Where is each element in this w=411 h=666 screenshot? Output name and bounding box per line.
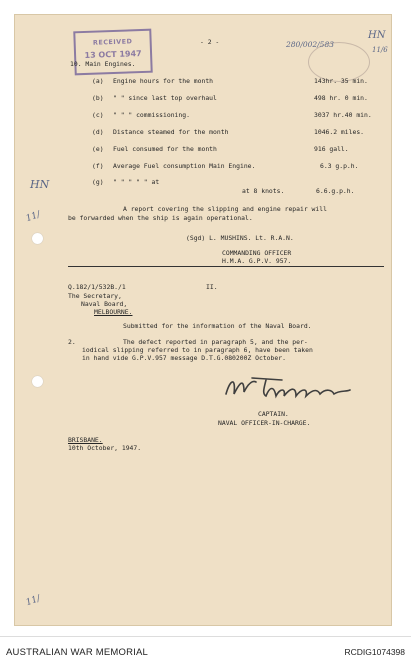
stamp-date: 13 OCT 1947 [84, 49, 142, 60]
row-key: (d) [92, 128, 104, 136]
address-line-2: Naval Board, [81, 300, 128, 308]
captain-title: CAPTAIN. [258, 410, 289, 418]
page-number: - 2 - [200, 38, 220, 46]
row-value: 6.3 g.p.h. [320, 162, 359, 170]
place-name: BRISBANE. [68, 436, 103, 444]
knots-value: 6.6.g.p.h. [316, 187, 355, 195]
row-value: 916 gall. [314, 145, 349, 153]
handwritten-subnote: 11/6 [372, 46, 388, 54]
document-page [14, 14, 392, 626]
address-line-1: The Secretary, [68, 292, 122, 300]
handwritten-file-reference: 280/002/583 [286, 40, 334, 49]
archive-footer [0, 636, 411, 666]
row-value: 3037 hr.40 min. [314, 111, 372, 119]
footer-institution: AUSTRALIAN WAR MEMORIAL [6, 647, 149, 658]
row-label: Engine hours for the month [113, 77, 214, 85]
margin-handwritten-mark: 11/ [24, 209, 42, 225]
handwritten-initials: HN [368, 30, 386, 41]
footer-catalog-id: RCDIG1074398 [344, 647, 405, 657]
report-line-2: be forwarded when the ship is again operational. [68, 214, 253, 222]
received-stamp [73, 29, 152, 76]
row-label: Fuel consumed for the month [113, 145, 217, 153]
report-line-1: A report covering the slipping and engine repair will [123, 205, 327, 213]
row-label: Average Fuel consumption Main Engine. [113, 162, 256, 170]
naval-officer-title: NAVAL OFFICER-IN-CHARGE. [218, 419, 311, 427]
stamp-received-label: RECEIVED [92, 37, 133, 47]
handwritten-signature [222, 372, 362, 406]
address-line-3: MELBOURNE. [94, 308, 133, 316]
margin-handwritten-initials: HN [30, 178, 50, 191]
section-heading: 10. Main Engines. [70, 60, 136, 68]
paragraph-line-3: in hand vide G.P.V.957 message D.T.G.080200Z October. [82, 354, 286, 362]
row-label: " " " commissioning. [113, 111, 190, 119]
row-key: (b) [92, 94, 104, 102]
divider-line [68, 266, 384, 267]
commanding-officer-title: COMMANDING OFFICER [222, 249, 292, 257]
paragraph-line-1: The defect reported in paragraph 5, and the per- [123, 338, 308, 346]
row-value: 143hr. 35 min. [314, 77, 368, 85]
row-label: " " since last top overhaul [113, 94, 217, 102]
row-value: 1046.2 miles. [314, 128, 365, 136]
row-key: (f) [92, 162, 104, 170]
punch-hole [32, 233, 43, 244]
row-value: 498 hr. 0 min. [314, 94, 368, 102]
signed-line: (Sgd) L. MUSHINS. Lt. R.A.N. [186, 234, 294, 242]
paragraph-line-2: iodical slipping referred to in paragraph 6, have been taken [82, 346, 313, 354]
row-label: Distance steamed for the month [113, 128, 229, 136]
punch-hole [32, 376, 43, 387]
endorsement-reference: Q.182/1/532B./1 [68, 283, 126, 291]
row-label: " " " " " at [113, 178, 160, 186]
row-key: (a) [92, 77, 104, 85]
knots-label: at 8 knots. [242, 187, 285, 195]
bottom-handwritten-mark: 11/ [24, 593, 42, 609]
row-key: (e) [92, 145, 104, 153]
submitted-line: Submitted for the information of the Naval Board. [123, 322, 312, 330]
ship-name: H.M.A. G.P.V. 957. [222, 257, 292, 265]
endorsement-roman: II. [206, 283, 218, 291]
row-key: (c) [92, 111, 104, 119]
row-key: (g) [92, 178, 104, 186]
letter-date: 10th October, 1947. [68, 444, 142, 452]
paragraph-number: 2. [68, 338, 76, 346]
